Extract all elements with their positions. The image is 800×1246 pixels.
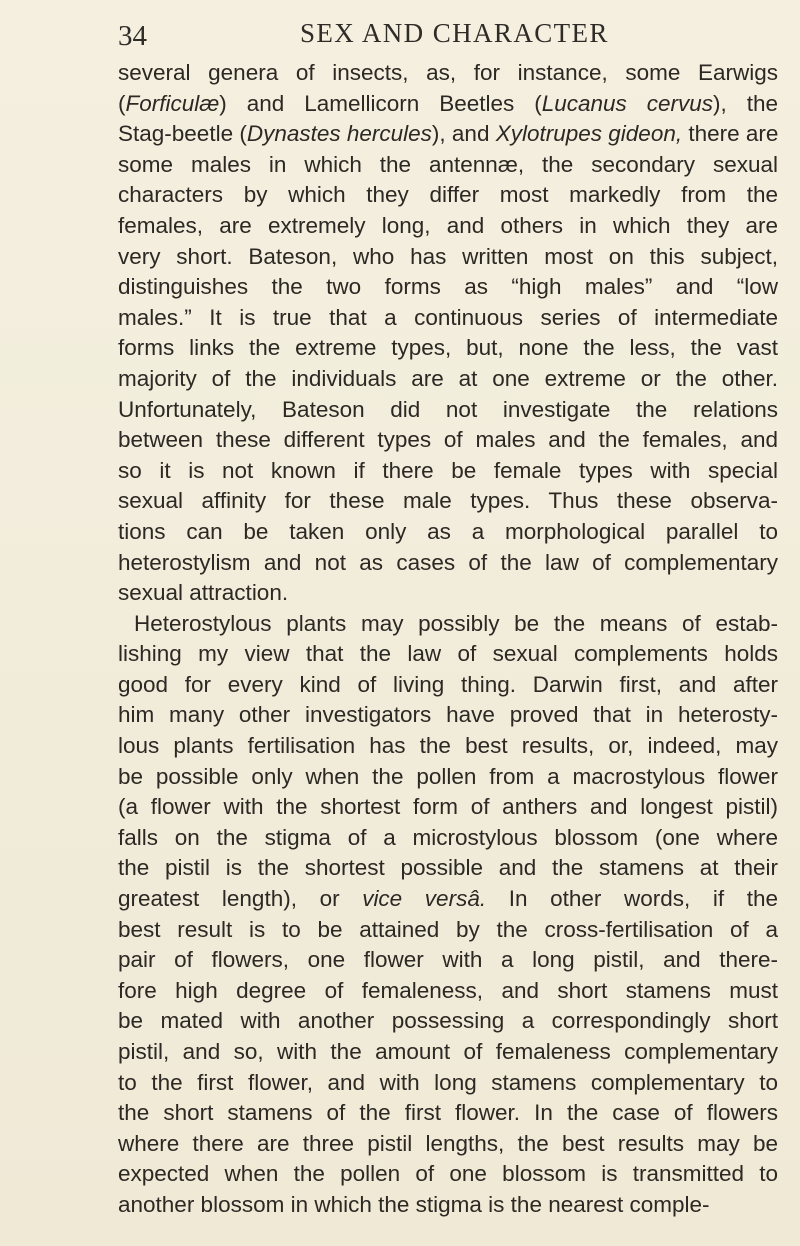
text-segment: good for every kind of living thing. Darwin first, and after [118, 671, 778, 697]
text-line [118, 180, 778, 211]
text-line [118, 456, 778, 487]
text-line [118, 639, 778, 670]
text-segment: forms links the extreme types, but, none the less, the vast [118, 335, 778, 361]
text-line [118, 1159, 778, 1190]
text-segment: fore high degree of femaleness, and short stamens must [118, 977, 778, 1003]
text-segment: In other words, if the [486, 886, 778, 912]
text-segment: lishing my view that the law of sexual complements holds [118, 641, 778, 667]
text-line [118, 1068, 778, 1099]
text-line [118, 884, 778, 915]
text-line [118, 150, 778, 181]
text-line [118, 58, 778, 89]
text-segment: expected when the pollen of one blossom is transmitted to [118, 1161, 778, 1187]
text-line [118, 333, 778, 364]
italic-text: vice versâ. [362, 886, 487, 912]
page-header [118, 10, 778, 50]
text-segment: (a flower with the shortest form of anthers and longest pistil) [118, 794, 778, 820]
text-segment: pistil, and so, with the amount of femaleness complementary [118, 1039, 778, 1064]
text-line [118, 1037, 778, 1068]
italic-text: Xylotrupes gideon, [495, 121, 683, 147]
text-line [118, 364, 778, 395]
text-segment: the short stamens of the first flower. In the case of flowers [118, 1100, 778, 1126]
text-segment: falls on the stigma of a microstylous blossom (one where [118, 824, 778, 850]
italic-text: Dynastes hercules [246, 121, 432, 147]
text-segment: heterostylism and not as cases of the law of complementary [118, 549, 778, 575]
text-segment: so it is not known if there be female types with special [118, 457, 778, 483]
text-segment: tions can be taken only as a morphological parallel to [118, 518, 778, 544]
text-line [118, 1129, 778, 1160]
text-segment: pair of flowers, one flower with a long pistil, and there- [118, 947, 778, 973]
text-segment: to the first flower, and with long stamens complementary to [118, 1069, 778, 1095]
text-segment: greatest length), or [118, 886, 363, 912]
text-segment: lous plants fertilisation has the best results, or, indeed, may [118, 733, 778, 759]
text-line [118, 976, 778, 1007]
text-segment: be mated with another possessing a correspondingly short [118, 1008, 778, 1034]
text-line [118, 853, 778, 884]
text-line [118, 119, 778, 150]
text-segment: characters by which they differ most markedly from the [118, 182, 778, 208]
text-line [118, 762, 778, 793]
text-line [118, 1098, 778, 1129]
text-line [118, 823, 778, 854]
text-line [118, 303, 778, 334]
italic-text: Forficulæ [125, 90, 220, 116]
text-segment: sexual attraction. [118, 580, 289, 606]
text-segment: be possible only when the pollen from a macrostylous flower [118, 763, 778, 789]
text-line [118, 242, 778, 273]
text-segment: him many other investigators have proved that in heterosty- [118, 702, 778, 728]
text-segment: ( [118, 90, 126, 116]
page-number: 34 [118, 20, 147, 52]
text-segment: Heterostylous plants may possibly be the means of estab- [134, 610, 778, 636]
text-line [118, 1006, 778, 1037]
text-line [118, 700, 778, 731]
body-text [118, 58, 778, 1221]
text-segment: several genera of insects, as, for instance, some Earwigs [118, 60, 778, 85]
text-line [118, 548, 778, 579]
text-segment: majority of the individuals are at one extreme or the other. [118, 365, 778, 391]
running-head: SEX AND CHARACTER [300, 18, 609, 48]
text-segment: males.” It is true that a continuous series of intermediate [118, 304, 778, 330]
text-segment: where there are three pistil lengths, the best results may be [118, 1130, 778, 1156]
text-line [118, 425, 778, 456]
text-line [118, 89, 778, 120]
text-segment: sexual affinity for these male types. Thus these observa- [118, 488, 778, 514]
text-segment: very short. Bateson, who has written most on this subject, [118, 243, 778, 269]
text-segment: another blossom in which the stigma is the nearest comple- [118, 1191, 710, 1217]
text-line [118, 731, 778, 762]
text-segment: ), the [713, 90, 778, 116]
text-segment: females, are extremely long, and others in which they are [118, 212, 778, 238]
text-line [118, 211, 778, 242]
text-line [118, 945, 778, 976]
text-line [118, 670, 778, 701]
text-segment: distinguishes the two forms as “high males” and “low [118, 274, 778, 300]
text-line [118, 272, 778, 303]
text-segment: ), and [431, 121, 496, 147]
text-segment: between these different types of males and the females, and [118, 427, 778, 453]
text-segment: the pistil is the shortest possible and the stamens at their [118, 855, 778, 881]
text-line [118, 792, 778, 823]
text-line [118, 1190, 778, 1221]
text-segment: ) and Lamellicorn Beetles ( [219, 90, 542, 116]
text-segment: there are [682, 121, 779, 147]
text-segment: Stag-beetle ( [118, 121, 247, 147]
italic-text: Lucanus cervus [541, 90, 714, 116]
text-line [118, 486, 778, 517]
text-line [118, 578, 778, 609]
text-line [118, 915, 778, 946]
text-segment: best result is to be attained by the cross-fertilisation of a [118, 916, 778, 942]
text-segment: Unfortunately, Bateson did not investigate the relations [118, 396, 778, 422]
text-line [118, 395, 778, 426]
text-segment: some males in which the antennæ, the secondary sexual [118, 151, 778, 177]
text-line [118, 609, 778, 640]
text-line [118, 517, 778, 548]
